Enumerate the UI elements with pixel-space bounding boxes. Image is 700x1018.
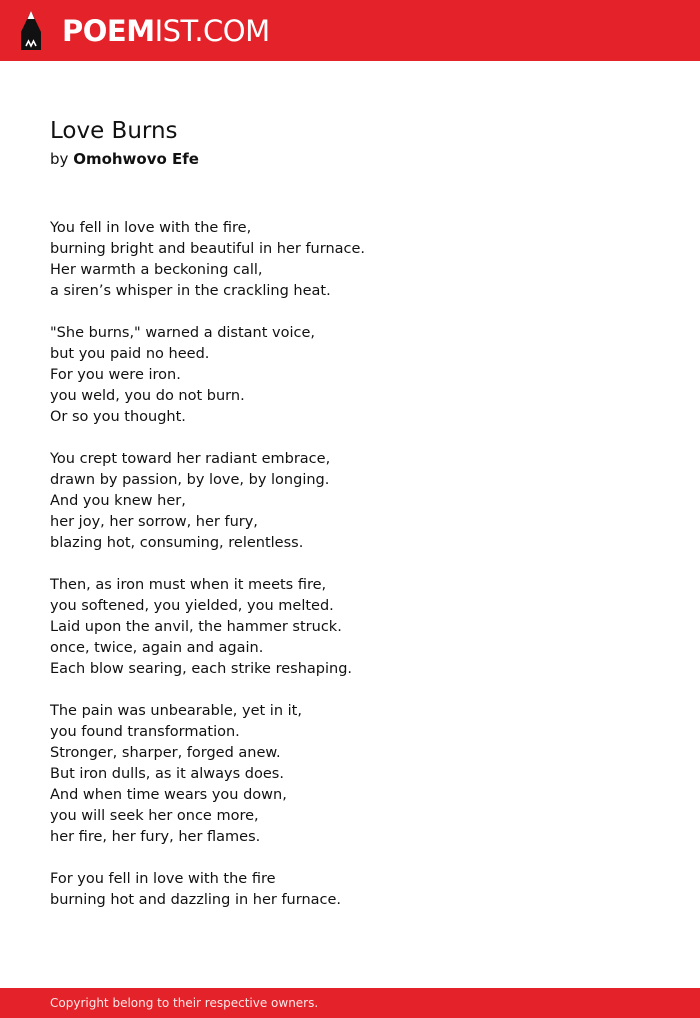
poem-line: You crept toward her radiant embrace, (50, 451, 331, 467)
poem-line: Each blow searing, each strike reshaping. (50, 661, 353, 677)
poem-byline (50, 148, 199, 170)
poem-line: a siren’s whisper in the crackling heat. (50, 283, 331, 299)
poem-line: Her warmth a beckoning call, (50, 262, 263, 278)
poem-line: But iron dulls, as it always does. (50, 766, 284, 782)
poem-title: Love Burns (50, 118, 178, 144)
poem-stanza (50, 323, 650, 428)
poem-line: her joy, her sorrow, her fury, (50, 514, 258, 530)
site-footer (0, 988, 700, 1018)
logo-text-bold: POEM (62, 14, 155, 48)
poem-stanza (50, 869, 650, 911)
by-label: by (50, 150, 69, 168)
poem-line: And you knew her, (50, 493, 186, 509)
poem-line: Then, as iron must when it meets fire, (50, 577, 327, 593)
poem-stanza (50, 575, 650, 680)
poem-line: drawn by passion, by love, by longing. (50, 472, 330, 488)
poem-line: you weld, you do not burn. (50, 388, 245, 404)
poem-line: For you fell in love with the fire (50, 871, 276, 887)
poem-line: once, twice, again and again. (50, 640, 264, 656)
poem-line: but you paid no heed. (50, 346, 210, 362)
poem-line: Laid upon the anvil, the hammer struck. (50, 619, 342, 635)
poem-line: burning bright and beautiful in her furnace. (50, 241, 366, 257)
pencil-logo-icon[interactable] (18, 10, 44, 52)
poem-line: "She burns," warned a distant voice, (50, 325, 316, 341)
site-logo[interactable] (62, 10, 270, 52)
poem-stanza (50, 218, 650, 302)
logo-text-light: IST.COM (154, 14, 270, 48)
poem-line: blazing hot, consuming, relentless. (50, 535, 304, 551)
poem-line: And when time wears you down, (50, 787, 287, 803)
poem-stanza (50, 701, 650, 848)
poem-line: you found transformation. (50, 724, 240, 740)
poem-line: Or so you thought. (50, 409, 186, 425)
poem-line: her fire, her fury, her flames. (50, 829, 261, 845)
poem-line: The pain was unbearable, yet in it, (50, 703, 302, 719)
poem-line: burning hot and dazzling in her furnace. (50, 892, 342, 908)
poem-line: Stronger, sharper, forged anew. (50, 745, 281, 761)
poem-author: Omohwovo Efe (73, 150, 199, 168)
poem-stanza (50, 449, 650, 554)
poem-line: For you were iron. (50, 367, 181, 383)
poem-line: you will seek her once more, (50, 808, 259, 824)
copyright-notice: Copyright belong to their respective owners. (50, 996, 319, 1010)
poem-line: You fell in love with the fire, (50, 220, 252, 236)
poem-body (50, 218, 650, 911)
site-header (0, 0, 700, 61)
poem-line: you softened, you yielded, you melted. (50, 598, 334, 614)
